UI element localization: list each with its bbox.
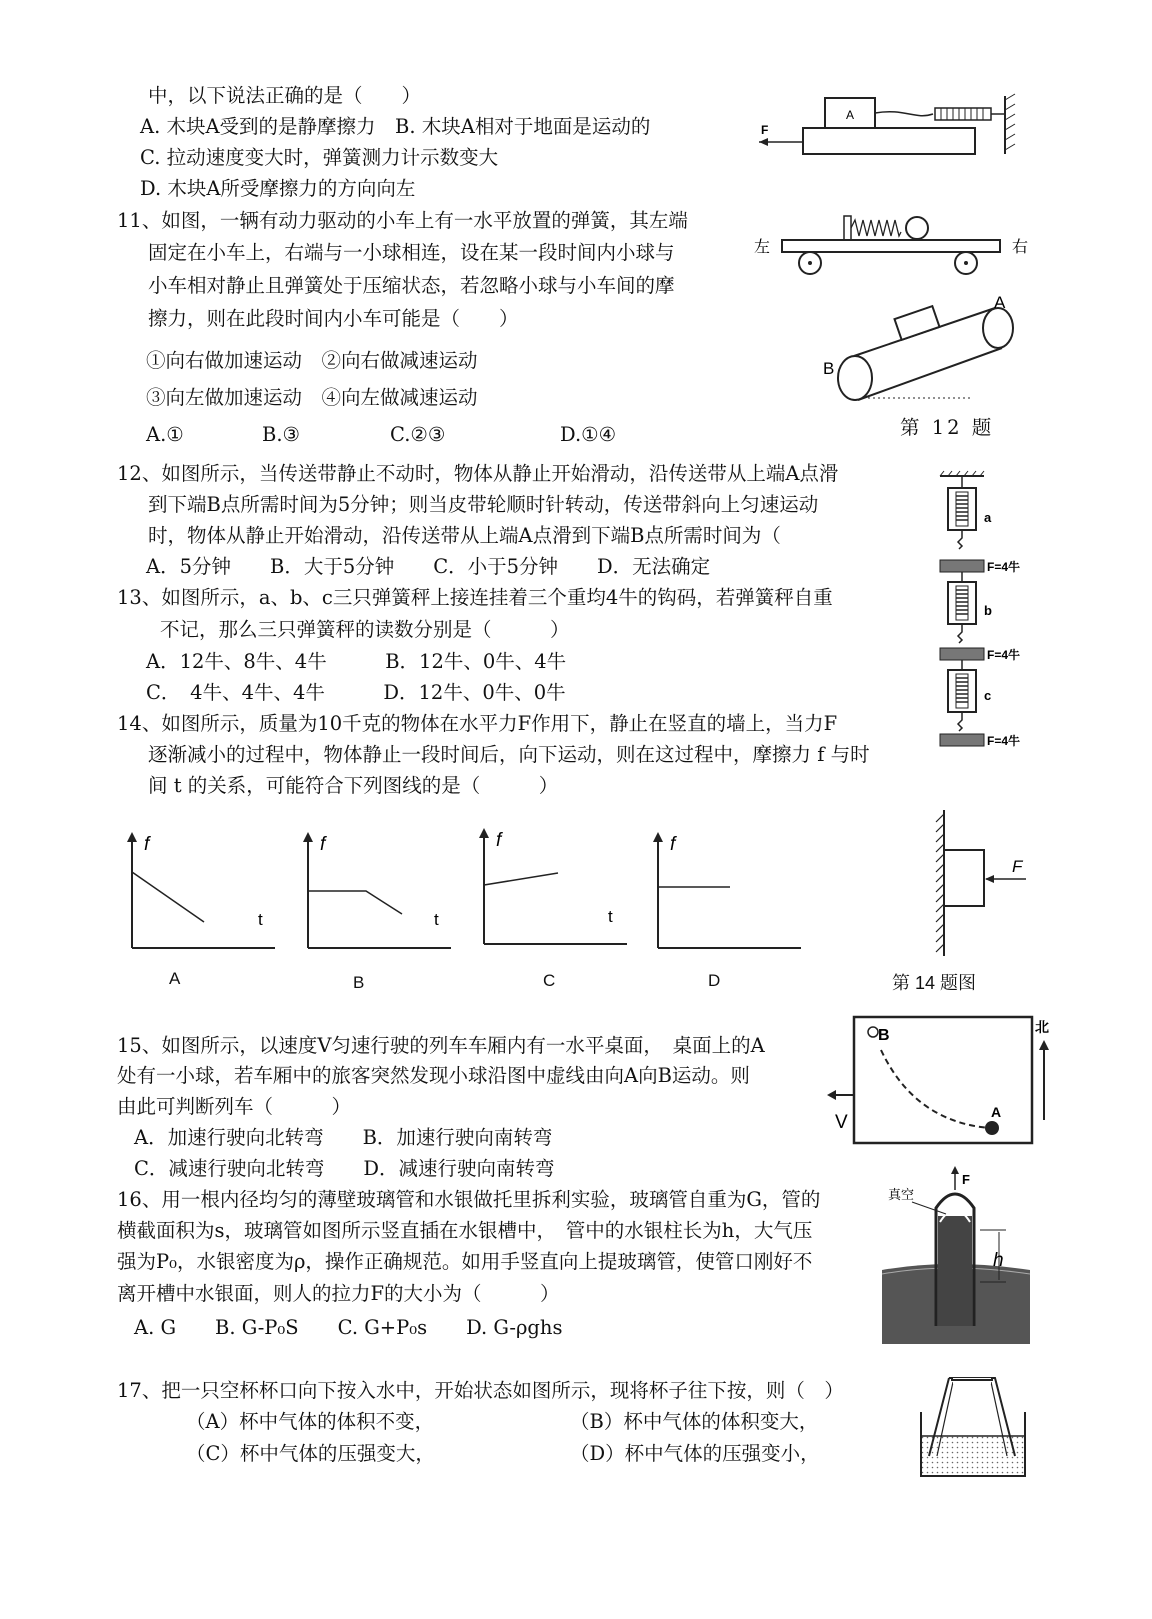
q13-line-1: 13、如图所示，a、b、c三只弹簧秤上接连挂着三个重均4牛的钩码，若弹簧秤自重	[117, 586, 833, 609]
q13-weight-1-label: F=4牛	[987, 560, 1021, 574]
q15-label-b: B	[878, 1027, 890, 1044]
q16-force-label: F	[962, 1172, 970, 1187]
q14-graph-b-curve	[308, 891, 402, 914]
q11-right-label: 右	[1012, 239, 1029, 256]
q15-north-label: 北	[1035, 1019, 1049, 1035]
q12-options: A．5分钟 B．大于5分钟 C．小于5分钟 D．无法确定	[146, 555, 711, 578]
q16-line-2: 横截面积为s，玻璃管如图所示竖直插在水银槽中， 管中的水银柱长为h，大气压	[117, 1219, 813, 1242]
q17-line-1: 17、把一只空杯杯口向下按入水中，开始状态如图所示，现将杯子往下按，则（ ）	[117, 1379, 844, 1402]
q15-ball	[985, 1121, 999, 1135]
q11-choice-b: B.③	[262, 423, 301, 446]
q14-graph-b-x-label: t	[434, 910, 439, 929]
q14-caption: 第 14 题图	[892, 973, 977, 993]
q11-cart-body	[782, 240, 1000, 252]
q12-line-2: 到下端B点所需时间为5分钟；则当皮带轮顺时针转动，传送带斜向上匀速运动	[148, 493, 819, 516]
q11-spring-mount	[844, 216, 851, 240]
q11-cart-figure	[750, 208, 1035, 284]
q15-line-2: 处有一小球，若车厢中的旅客突然发现小球沿图中虚线由向A向B运动。则	[117, 1064, 750, 1087]
q11-options-1-2: ①向右做加速运动 ②向右做减速运动	[146, 349, 478, 372]
q13-label-c: c	[984, 688, 992, 703]
q15-train-figure	[825, 1010, 1055, 1150]
q12-block	[895, 306, 940, 340]
q16-vacuum-label: 真空	[888, 1187, 915, 1202]
q10-board	[803, 128, 975, 154]
q10-figure	[755, 92, 1035, 167]
q11-options-3-4: ③向左做加速运动 ④向左做减速运动	[146, 386, 478, 409]
q11-line-2: 固定在小车上，右端与一小球相连，设在某一段时间内小球与	[148, 241, 675, 264]
q17-option-b: （B）杯中气体的体积变大，	[570, 1410, 819, 1433]
q10-block-label: A	[846, 108, 855, 122]
q11-line-3: 小车相对静止且弹簧处于压缩状态，若忽略小球与小车间的摩	[148, 274, 675, 297]
q16-torricelli-figure	[880, 1162, 1035, 1347]
q14-graph-a	[120, 830, 290, 955]
q14-graph-c-label: C	[543, 971, 556, 990]
q11-line-4: 擦力，则在此段时间内小车可能是（ ）	[148, 307, 519, 330]
q12-caption: 第 12 题	[900, 416, 995, 439]
q14-graph-a-y-label: f	[144, 834, 150, 855]
q11-ball	[906, 217, 928, 239]
q14-line-2: 逐渐减小的过程中，物体静止一段时间后，向下运动，则在这过程中，摩擦力 f 与时	[148, 743, 870, 766]
q14-graph-c	[472, 826, 642, 951]
q13-label-b: b	[984, 603, 992, 618]
q12-conveyor-figure	[820, 288, 1030, 403]
q13-label-a: a	[984, 510, 992, 525]
q11-choice-c: C.②③	[390, 423, 446, 446]
q15-v-label: V	[835, 1112, 848, 1133]
q13-line-2: 不记，那么三只弹簧秤的读数分别是（ ）	[160, 618, 570, 641]
q13-weight-3-label: F=4牛	[987, 734, 1021, 748]
q17-water	[921, 1436, 1025, 1476]
q14-graph-a-curve	[132, 872, 204, 922]
q14-graph-c-x-label: t	[608, 907, 613, 926]
q14-graph-d	[646, 830, 816, 955]
q12-label-b: B	[823, 359, 835, 378]
q14-wall-figure	[930, 808, 1035, 958]
q11-choice-d: D.①④	[560, 423, 617, 446]
q14-graph-d-y-label: f	[670, 834, 676, 855]
q13-options-cd: C． 4牛、4牛、4牛 D．12牛、0牛、0牛	[146, 681, 566, 704]
q11-line-1: 11、如图，一辆有动力驱动的小车上有一水平放置的弹簧，其左端	[117, 209, 688, 232]
q10-force-label: F	[761, 123, 769, 137]
q10-option-d: D. 木块A所受摩擦力的方向向左	[140, 177, 416, 200]
q14-graph-b	[296, 830, 466, 955]
q14-graph-c-y-label: f	[496, 830, 502, 851]
q13-weight-1	[940, 560, 984, 572]
q10-stem-tail: 中，以下说法正确的是（ ）	[148, 84, 422, 107]
q16-h-label: h	[993, 1250, 1004, 1271]
q11-spring	[851, 220, 901, 236]
q14-graph-c-curve	[484, 873, 558, 885]
q14-block	[944, 850, 984, 906]
q13-weight-2-label: F=4牛	[987, 648, 1021, 662]
q12-pulley-a	[983, 308, 1013, 348]
q15-line-3: 由此可判断列车（ ）	[117, 1095, 352, 1118]
q10-string	[875, 112, 933, 116]
q13-scale-a	[948, 488, 976, 549]
q12-label-a: A	[994, 293, 1006, 312]
q15-path	[881, 1050, 990, 1128]
q16-line-4: 离开槽中水银面，则人的拉力F的大小为（ ）	[117, 1282, 560, 1305]
q12-line-1: 12、如图所示，当传送带静止不动时，物体从静止开始滑动，沿传送带从上端A点滑	[117, 462, 839, 485]
q14-graph-d-label: D	[708, 971, 721, 990]
q13-scale-b	[948, 582, 976, 643]
q14-graph-a-label: A	[169, 969, 181, 988]
q10-option-c: C. 拉动速度变大时，弹簧测力计示数变大	[140, 146, 499, 169]
q12-line-3: 时，物体从静止开始滑动，沿传送带从上端A点滑到下端B点所需时间为（	[148, 524, 781, 547]
q13-weight-2	[940, 648, 984, 660]
q16-line-3: 强为P₀，水银密度为ρ，操作正确规范。如用手竖直向上提玻璃管，使管口刚好不	[117, 1250, 813, 1273]
q15-options-cd: C．减速行驶向北转弯 D．减速行驶向南转弯	[134, 1157, 555, 1180]
q15-options-ab: A．加速行驶向北转弯 B．加速行驶向南转弯	[134, 1126, 553, 1149]
q16-tube-mercury	[938, 1216, 972, 1326]
q14-force-label: F	[1012, 857, 1023, 876]
q15-label-a: A	[991, 1104, 1002, 1120]
q14-line-1: 14、如图所示，质量为10千克的物体在水平力F作用下，静止在竖直的墙上，当力F	[117, 712, 838, 735]
q14-graph-a-x-label: t	[258, 910, 263, 929]
q14-graph-b-y-label: f	[320, 834, 326, 855]
q11-choice-a: A.①	[146, 423, 184, 446]
q13-weight-3	[940, 734, 984, 746]
q12-pulley-b	[838, 356, 872, 400]
q15-line-1: 15、如图所示，以速度V匀速行驶的列车车厢内有一水平桌面， 桌面上的A	[117, 1034, 765, 1057]
q17-option-c: （C）杯中气体的压强变大，	[186, 1442, 435, 1465]
q13-spring-scales-figure	[930, 470, 1035, 755]
q17-option-a: （A）杯中气体的体积不变，	[186, 1410, 435, 1433]
q11-left-label: 左	[754, 239, 771, 256]
q17-option-d: （D）杯中气体的压强变小，	[570, 1442, 820, 1465]
q14-graph-b-label: B	[353, 973, 365, 992]
q16-line-1: 16、用一根内径均匀的薄壁玻璃管和水银做托里拆利实验，玻璃管自重为G，管的	[117, 1188, 821, 1211]
q14-line-3: 间 t 的关系，可能符合下列图线的是（ ）	[148, 774, 559, 797]
q17-cup-figure	[915, 1370, 1035, 1482]
q10-options-ab: A. 木块A受到的是静摩擦力 B. 木块A相对于地面是运动的	[140, 115, 651, 138]
q13-options-ab: A．12牛、8牛、4牛 B．12牛、0牛、4牛	[146, 650, 567, 673]
q16-options: A. G B. G-P₀S C. G+P₀s D. G-ρghs	[134, 1316, 563, 1339]
q12-belt-bottom	[858, 348, 1002, 400]
q13-scale-c	[948, 670, 976, 731]
